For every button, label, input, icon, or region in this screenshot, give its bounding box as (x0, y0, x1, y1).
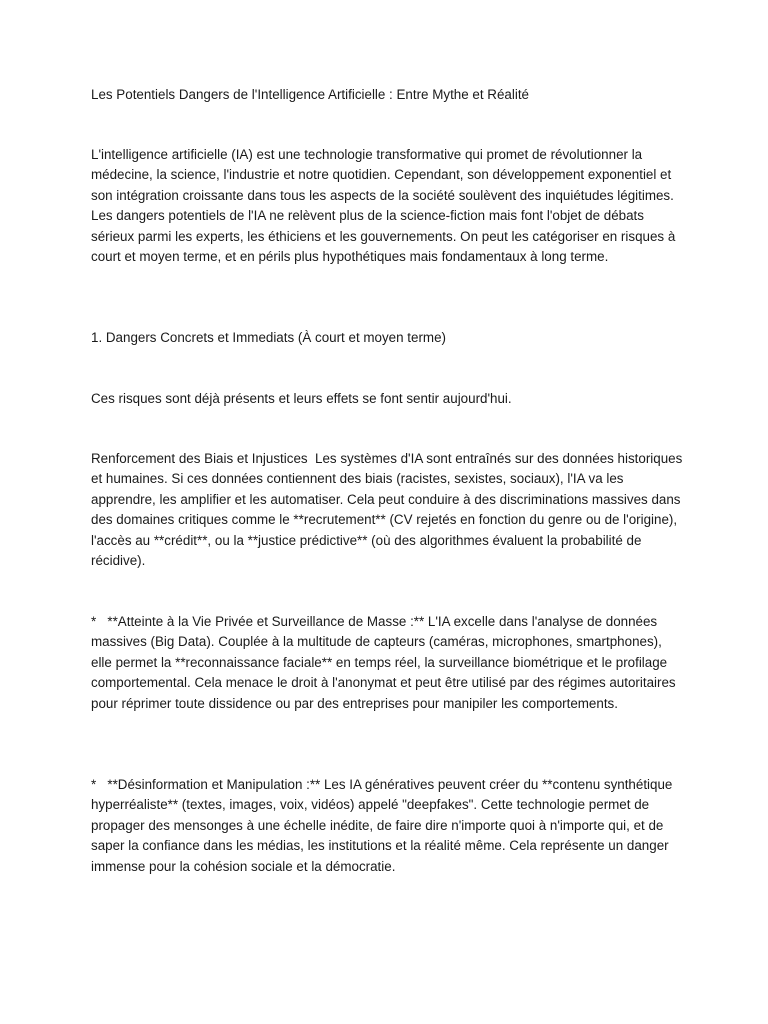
section-heading: 1. Dangers Concrets et Immediats (À court et moyen terme) (91, 330, 446, 345)
section-lead-paragraph: Ces risques sont déjà présents et leurs effets se font sentir aujourd'hui. (91, 391, 512, 406)
intro-paragraph: L'intelligence artificielle (IA) est une technologie transformative qui promet de révolutionner la médecine, la science, l'industrie et notre quotidien. Cependant, son développement exponentiel et son intégration croissante dans tous les aspects de la société soulèvent des inquiétudes légitimes. Les dangers potentiels de l'IA ne relèvent plus de la science-fiction mais font l'objet de débats sérieux parmi les experts, les éthiciens et les gouvernements. On peut les catégoriser en risques à court et moyen terme, et en périls plus hypothétiques mais fondamentaux à long terme. (91, 147, 680, 265)
privacy-paragraph: * **Atteinte à la Vie Privée et Surveillance de Masse :** L'IA excelle dans l'analyse de données massives (Big Data). Couplée à la multitude de capteurs (caméras, microphones, smartphones), elle permet la **reconnaissance faciale** en temps réel, la surveillance biométrique et le profilage comportemental. Cela menace le droit à l'anonymat et peut être utilisé par des régimes autoritaires pour réprimer toute dissidence ou par des entreprises pour manipiler les comportements. (91, 614, 680, 711)
disinformation-paragraph: * **Désinformation et Manipulation :** Les IA génératives peuvent créer du **contenu synthétique hyperréaliste** (textes, images, voix, vidéos) appelé "deepfakes". Cette technologie permet de propager des mensonges à une échelle inédite, de faire dire n'importe quoi à n'importe qui, et de saper la confiance dans les médias, les institutions et la réalité même. Cela représente un danger immense pour la cohésion sociale et la démocratie. (91, 777, 677, 874)
bias-paragraph: Renforcement des Biais et Injustices Les systèmes d'IA sont entraînés sur des données historiques et humaines. Si ces données contiennent des biais (racistes, sexistes, sociaux), l'IA va les apprendre, les amplifier et les automatiser. Cela peut conduire à des discriminations massives dans des domaines critiques comme le **recrutement** (CV rejetés en fonction du genre ou de l'origine), l'accès au **crédit**, ou la **justice prédictive** (où des algorithmes évaluent la probabilité de récidive). (91, 451, 687, 569)
document-title: Les Potentiels Dangers de l'Intelligence Artificielle : Entre Mythe et Réalité (91, 87, 529, 102)
